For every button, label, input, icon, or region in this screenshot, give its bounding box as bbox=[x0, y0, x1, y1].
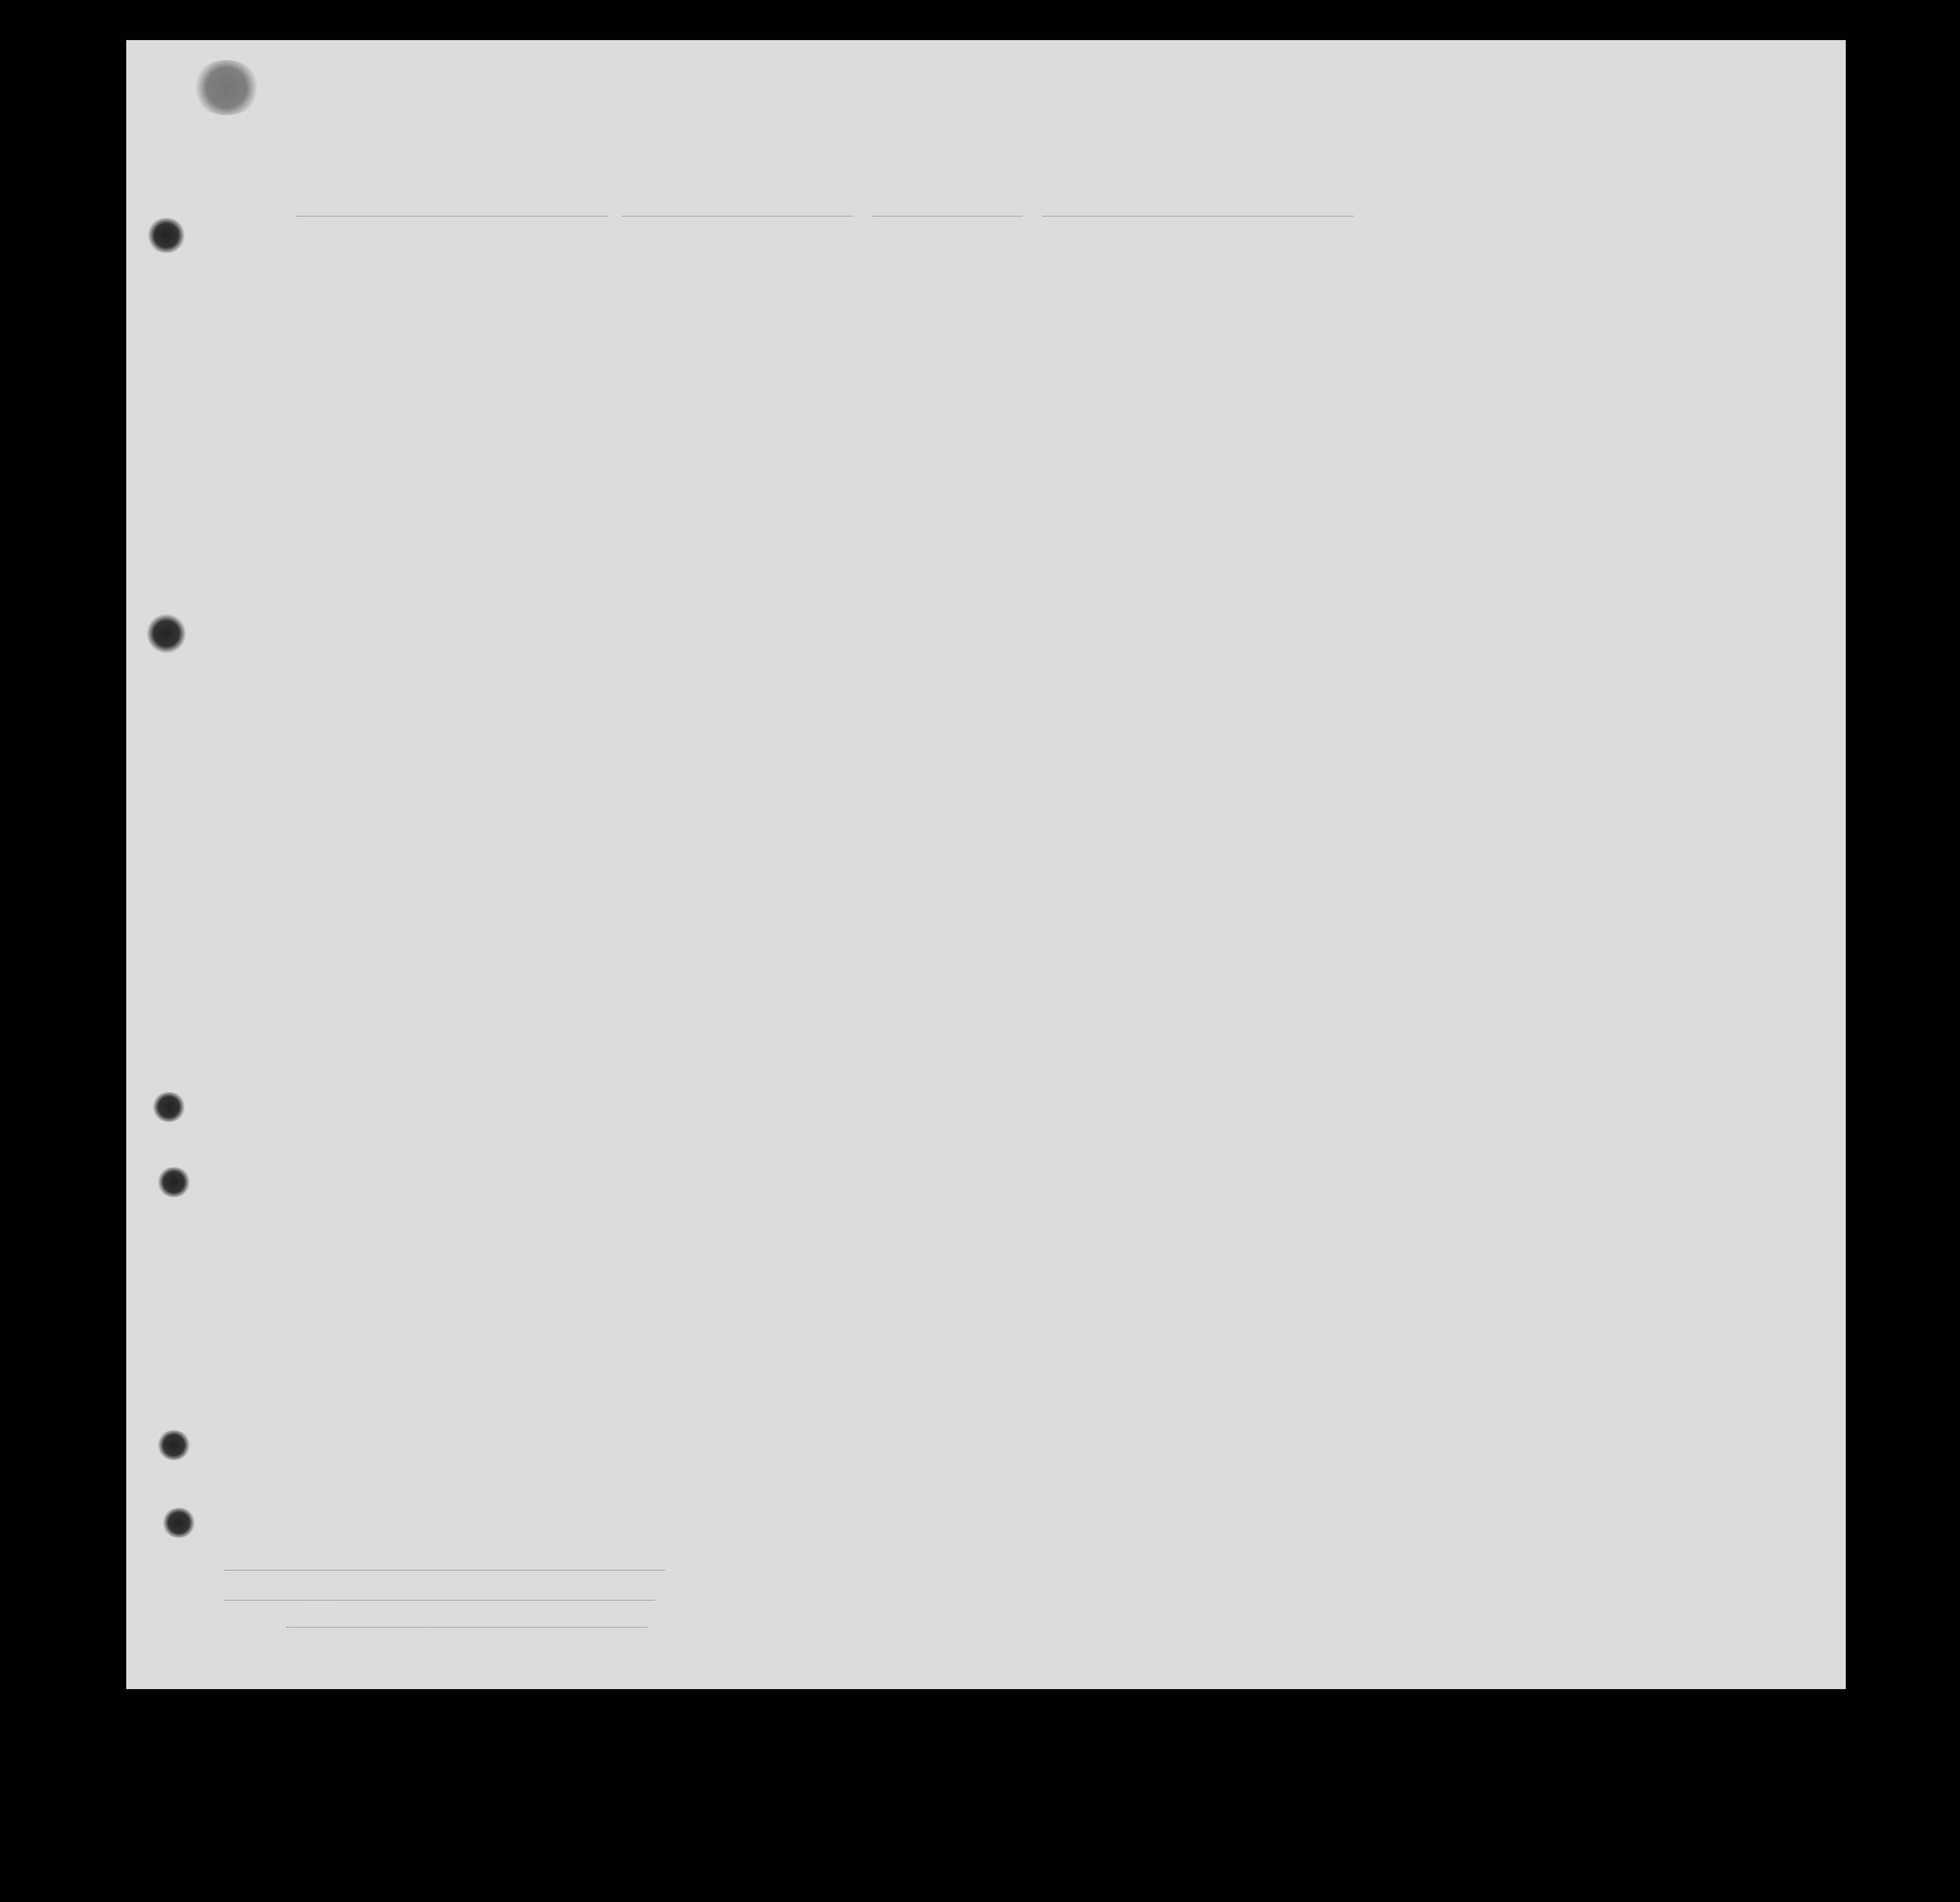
punch-hole bbox=[156, 1430, 191, 1460]
punch-hole bbox=[151, 1092, 186, 1122]
table-grid bbox=[126, 40, 1846, 1689]
punch-hole bbox=[156, 1167, 191, 1197]
punch-hole bbox=[146, 218, 186, 253]
punch-hole bbox=[146, 614, 186, 654]
manifest-sheet bbox=[126, 40, 1846, 1689]
punch-hole bbox=[161, 1508, 196, 1538]
